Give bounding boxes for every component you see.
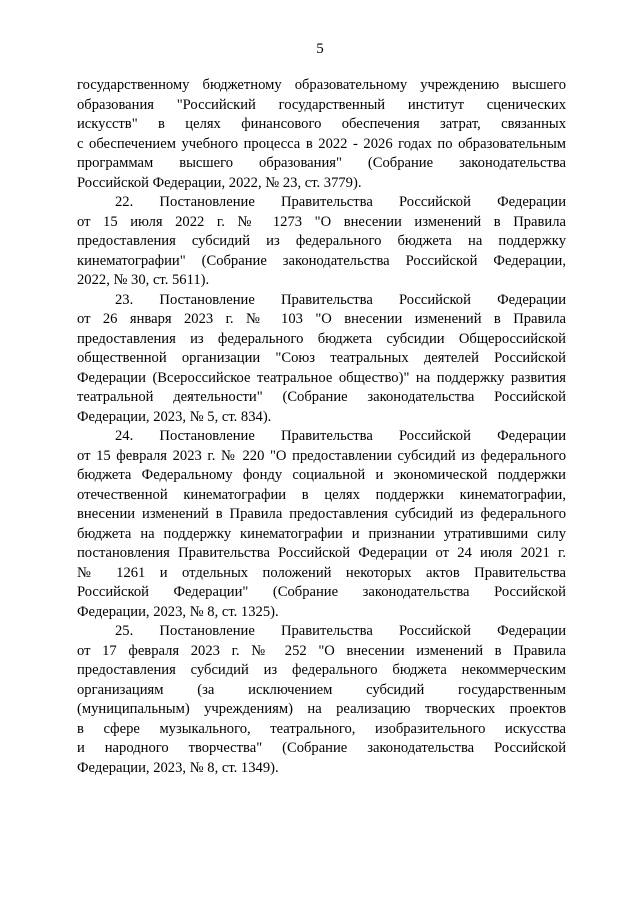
text-line: бюджета на поддержку кинематографии и признании утратившими силу [77, 525, 566, 542]
list-item-start-line: 24. Постановление Правительства Российской Федерации [115, 428, 566, 444]
text-line: внесении изменений в Правила предоставления субсидий из федерального [77, 506, 566, 522]
text-line: в сфере музыкального, театрального, изобразительного искусства [77, 720, 566, 737]
text-line: 2022, № 30, ст. 5611). [77, 272, 210, 288]
text-line: театральной деятельности" (Собрание законодательства Российской [77, 389, 566, 405]
text-line: Российской Федерации, 2022, № 23, ст. 3779). [77, 174, 362, 191]
text-line: с обеспечением учебного процесса в 2022 - 2026 годах по образовательным [77, 135, 566, 152]
page-number: 5 [316, 41, 324, 57]
text-line: отечественной кинематографии в целях поддержки кинематографии, [77, 486, 566, 503]
text-line: искусств" в целях финансового обеспечения затрат, связанных [77, 116, 566, 132]
text-line: кинематографии" (Собрание законодательства Российской Федерации, [77, 252, 566, 269]
text-line: Федерации (Всероссийское театральное общество)" на поддержку развития [77, 369, 566, 386]
text-line: образования "Российский государственный институт сценических [77, 96, 566, 113]
text-line: предоставления из федерального бюджета субсидии Общероссийской [77, 330, 566, 347]
text-line: общественной организации "Союз театральных деятелей Российской [77, 350, 566, 366]
text-line: предоставления субсидий из федерального бюджета некоммерческим [77, 662, 566, 678]
text-line: от 15 февраля 2023 г. № 220 "О предоставлении субсидий из федерального [77, 447, 566, 464]
text-line: Федерации, 2023, № 5, ст. 834). [77, 408, 272, 425]
list-item-start-line: 22. Постановление Правительства Российской Федерации [115, 194, 566, 210]
text-line: и народного творчества" (Собрание законодательства Российской [77, 740, 566, 756]
text-line: № 1261 и отдельных положений некоторых актов Правительства [77, 564, 566, 581]
text-line: постановления Правительства Российской Федерации от 24 июля 2021 г. [77, 545, 566, 561]
text-line: бюджета Федеральному фонду социальной и экономической поддержки [77, 467, 566, 483]
document-body [77, 76, 566, 778]
text-line: от 17 февраля 2023 г. № 252 "О внесении изменений в Правила [77, 642, 566, 659]
text-line: государственному бюджетному образовательному учреждению высшего [77, 77, 566, 93]
text-line: Российской Федерации" (Собрание законодательства Российской [77, 584, 566, 600]
text-line: организациям (за исключением субсидий государственным [77, 681, 566, 698]
list-item-start-line: 25. Постановление Правительства Российской Федерации [115, 623, 566, 639]
text-line: (муниципальным) учреждениям) на реализацию творческих проектов [77, 701, 566, 717]
text-line: от 15 июля 2022 г. № 1273 "О внесении изменений в Правила [77, 213, 566, 230]
text-line: программам высшего образования" (Собрание законодательства [77, 155, 566, 171]
text-line: предоставления субсидий из федерального бюджета на поддержку [77, 233, 566, 249]
list-item-start-line: 23. Постановление Правительства Российской Федерации [115, 291, 566, 308]
text-line: Федерации, 2023, № 8, ст. 1349). [77, 759, 279, 776]
text-line: от 26 января 2023 г. № 103 "О внесении изменений в Правила [77, 311, 566, 327]
text-line: Федерации, 2023, № 8, ст. 1325). [77, 603, 279, 620]
